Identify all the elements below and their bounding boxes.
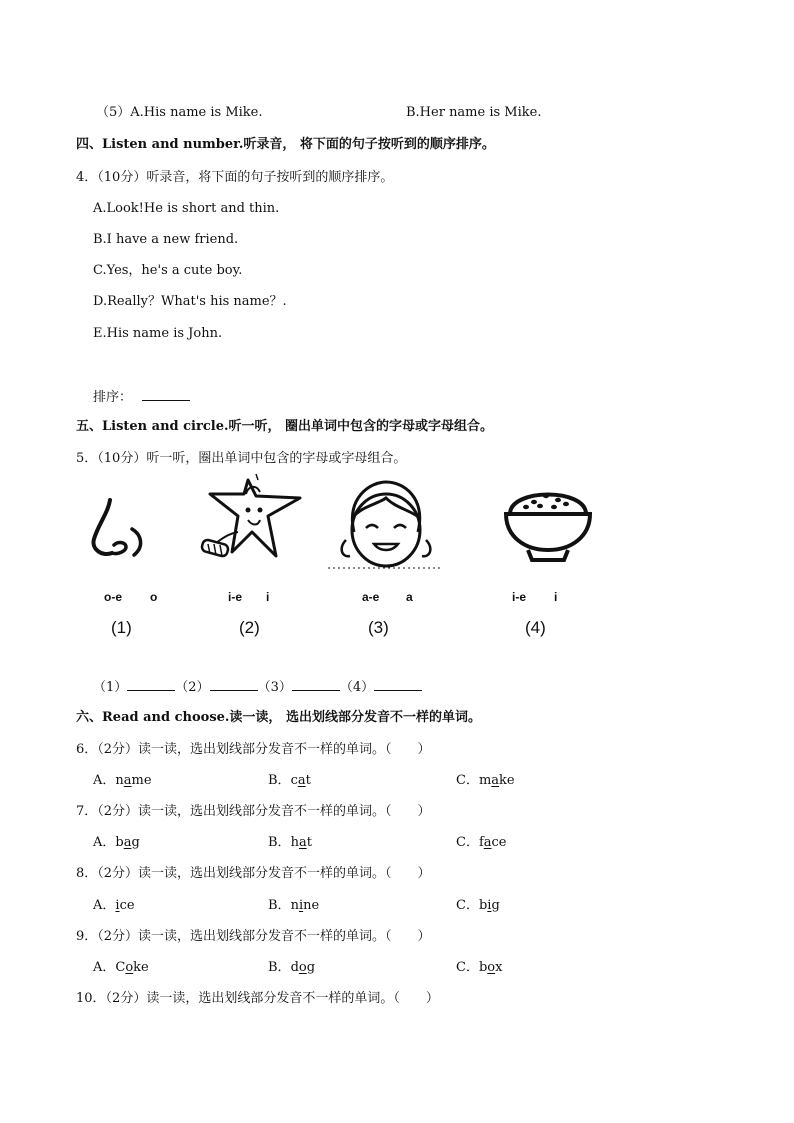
q9-option-c[interactable]: C．box: [456, 960, 503, 975]
answer-blank-2[interactable]: [210, 678, 258, 691]
q9-stem: 9．（2分）读一读，选出划线部分发音不一样的单词。（ ）: [76, 929, 431, 944]
face-choice-2[interactable]: a: [406, 590, 413, 604]
section5-answer-row: [93, 678, 422, 696]
kite-choice-2[interactable]: i: [266, 590, 270, 604]
q5-prev-option-a: A.His name is Mike.: [130, 105, 263, 120]
q5-prev-prefix: （5）: [96, 105, 131, 120]
order-blank[interactable]: [142, 388, 190, 401]
answer-blank-4[interactable]: [374, 678, 422, 691]
nose-choice-1[interactable]: o-e: [104, 590, 122, 604]
nose-picture: [88, 495, 148, 565]
picture-number-3: (3): [368, 618, 389, 637]
section5-heading: 五、Listen and circle.听一听， 圈出单词中包含的字母或字母组合。: [76, 419, 494, 434]
q7-option-a[interactable]: A．bag: [93, 835, 140, 850]
q6-option-c[interactable]: C．make: [456, 773, 515, 788]
section6-heading: 六、Read and choose.读一读， 选出划线部分发音不一样的单词。: [76, 710, 481, 725]
section5-question: 5．（10分）听一听，圈出单词中包含的字母或字母组合。: [76, 451, 407, 466]
section4-heading: 四、Listen and number.听录音， 将下面的句子按听到的顺序排序。: [76, 137, 495, 152]
q9-option-b[interactable]: B．dog: [268, 960, 316, 975]
q9-option-a[interactable]: A．Coke: [93, 960, 149, 975]
section4-item-c: C.Yes，he's a cute boy.: [93, 263, 243, 278]
q7-stem: 7．（2分）读一读，选出划线部分发音不一样的单词。（ ）: [76, 804, 431, 819]
face-picture: [326, 478, 444, 572]
section4-item-a: A.Look!He is short and thin.: [93, 201, 280, 216]
picture-number-1: (1): [111, 618, 132, 637]
face-choice-1[interactable]: a-e: [362, 590, 380, 604]
q8-stem: 8．（2分）读一读，选出划线部分发音不一样的单词。（ ）: [76, 866, 431, 881]
q7-option-c[interactable]: C．face: [456, 835, 507, 850]
picture-number-2: (2): [239, 618, 260, 637]
q8-option-c[interactable]: C．big: [456, 898, 500, 913]
order-row: [93, 388, 190, 406]
rice-choice-2[interactable]: i: [554, 590, 558, 604]
picture-number-4: (4): [525, 618, 546, 637]
q7-option-b[interactable]: B．hat: [268, 835, 312, 850]
q6-option-a[interactable]: A．name: [93, 773, 152, 788]
q8-option-b[interactable]: B．nine: [268, 898, 320, 913]
kite-choice-1[interactable]: i-e: [228, 590, 243, 604]
order-label: 排序：: [93, 390, 133, 405]
kite-picture: [196, 472, 308, 564]
section4-item-b: B.I have a new friend.: [93, 232, 239, 247]
rice-choice-1[interactable]: i-e: [512, 590, 527, 604]
q5-prev-row: [96, 105, 263, 121]
section4-question: 4．（10分）听录音，将下面的句子按听到的顺序排序。: [76, 170, 394, 185]
q6-stem: 6．（2分）读一读，选出划线部分发音不一样的单词。（ ）: [76, 742, 431, 757]
answer-label-4: （4）: [339, 680, 375, 695]
answer-blank-1[interactable]: [127, 678, 175, 691]
section4-item-d: D.Really？What's his name？.: [93, 294, 287, 309]
q10-stem: 10．（2分）读一读，选出划线部分发音不一样的单词。（ ）: [76, 991, 439, 1006]
answer-label-2: （2）: [175, 680, 210, 695]
answer-blank-3[interactable]: [292, 678, 340, 691]
nose-choice-2[interactable]: o: [150, 590, 158, 604]
section4-item-e: E.His name is John.: [93, 326, 223, 341]
rice-bowl-picture: [498, 474, 598, 566]
answer-label-1: （1）: [93, 680, 128, 695]
q5-prev-option-b: B.Her name is Mike.: [406, 105, 542, 120]
q6-option-b[interactable]: B．cat: [268, 773, 311, 788]
answer-label-3: （3）: [257, 680, 292, 695]
q8-option-a[interactable]: A．ice: [93, 898, 135, 913]
